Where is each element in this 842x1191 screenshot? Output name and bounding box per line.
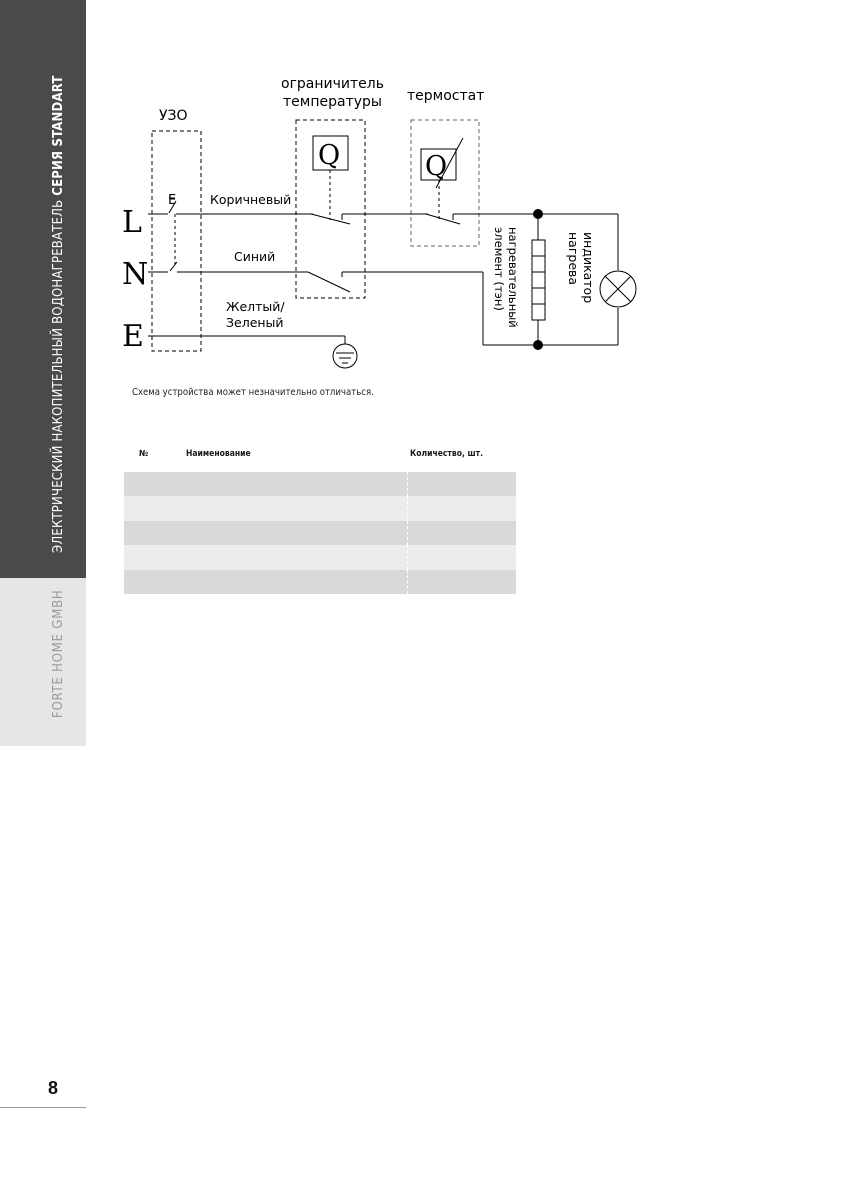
thermostat-label: термостат xyxy=(407,88,485,104)
table-row xyxy=(124,570,516,594)
wire-yg-label-2: Зеленый xyxy=(226,315,284,330)
terminal-l: L xyxy=(122,205,142,240)
table-row xyxy=(124,496,516,520)
uzo-e-mark: E xyxy=(168,193,177,208)
indicator-label-1: индикатор xyxy=(581,232,596,304)
heater-label-2: элемент (тэн) xyxy=(492,227,506,311)
terminal-e: E xyxy=(122,319,144,354)
wire-yg-label-1: Желтый/ xyxy=(226,299,285,314)
limiter-label-2: температуры xyxy=(283,94,382,110)
sidebar-light-band xyxy=(0,578,86,746)
page-number-rule xyxy=(0,1107,86,1108)
page-number: 8 xyxy=(48,1078,59,1098)
heater-element xyxy=(532,240,545,320)
brand-name: FORTE HOME GMBH xyxy=(51,589,66,718)
ground-icon xyxy=(333,344,357,368)
table-row xyxy=(124,545,516,569)
terminal-n: N xyxy=(122,257,149,292)
wire-brown-label: Коричневый xyxy=(210,192,292,207)
limiter-label-1: ограничитель xyxy=(281,80,384,92)
col-qty: Количество, шт. xyxy=(410,449,483,459)
table-row xyxy=(124,472,516,496)
wire-blue-label: Синий xyxy=(234,249,276,264)
table-row xyxy=(124,521,516,545)
diagram-note: Схема устройства может незначительно отличаться. xyxy=(132,387,374,398)
sidebar-dark-band xyxy=(0,0,86,578)
thermostat-q: Q xyxy=(425,151,448,182)
col-num: № xyxy=(139,449,149,459)
uzo-label: УЗО xyxy=(159,108,188,124)
document-title: ЭЛЕКТРИЧЕСКИЙ НАКОПИТЕЛЬНЫЙ ВОДОНАГРЕВАТЕЛЬ СЕРИЯ STANDART xyxy=(51,75,66,553)
col-name: Наименование xyxy=(186,449,251,459)
indicator-label-2: нагрева xyxy=(566,232,581,286)
thermostat-box xyxy=(411,120,479,246)
limiter-q: Q xyxy=(318,140,341,171)
heater-label-1: нагревательный xyxy=(506,227,520,328)
wiring-diagram xyxy=(118,80,658,380)
uzo-box xyxy=(152,131,201,351)
table-header xyxy=(124,446,516,472)
sidebar xyxy=(0,0,86,746)
parts-table xyxy=(124,446,516,594)
